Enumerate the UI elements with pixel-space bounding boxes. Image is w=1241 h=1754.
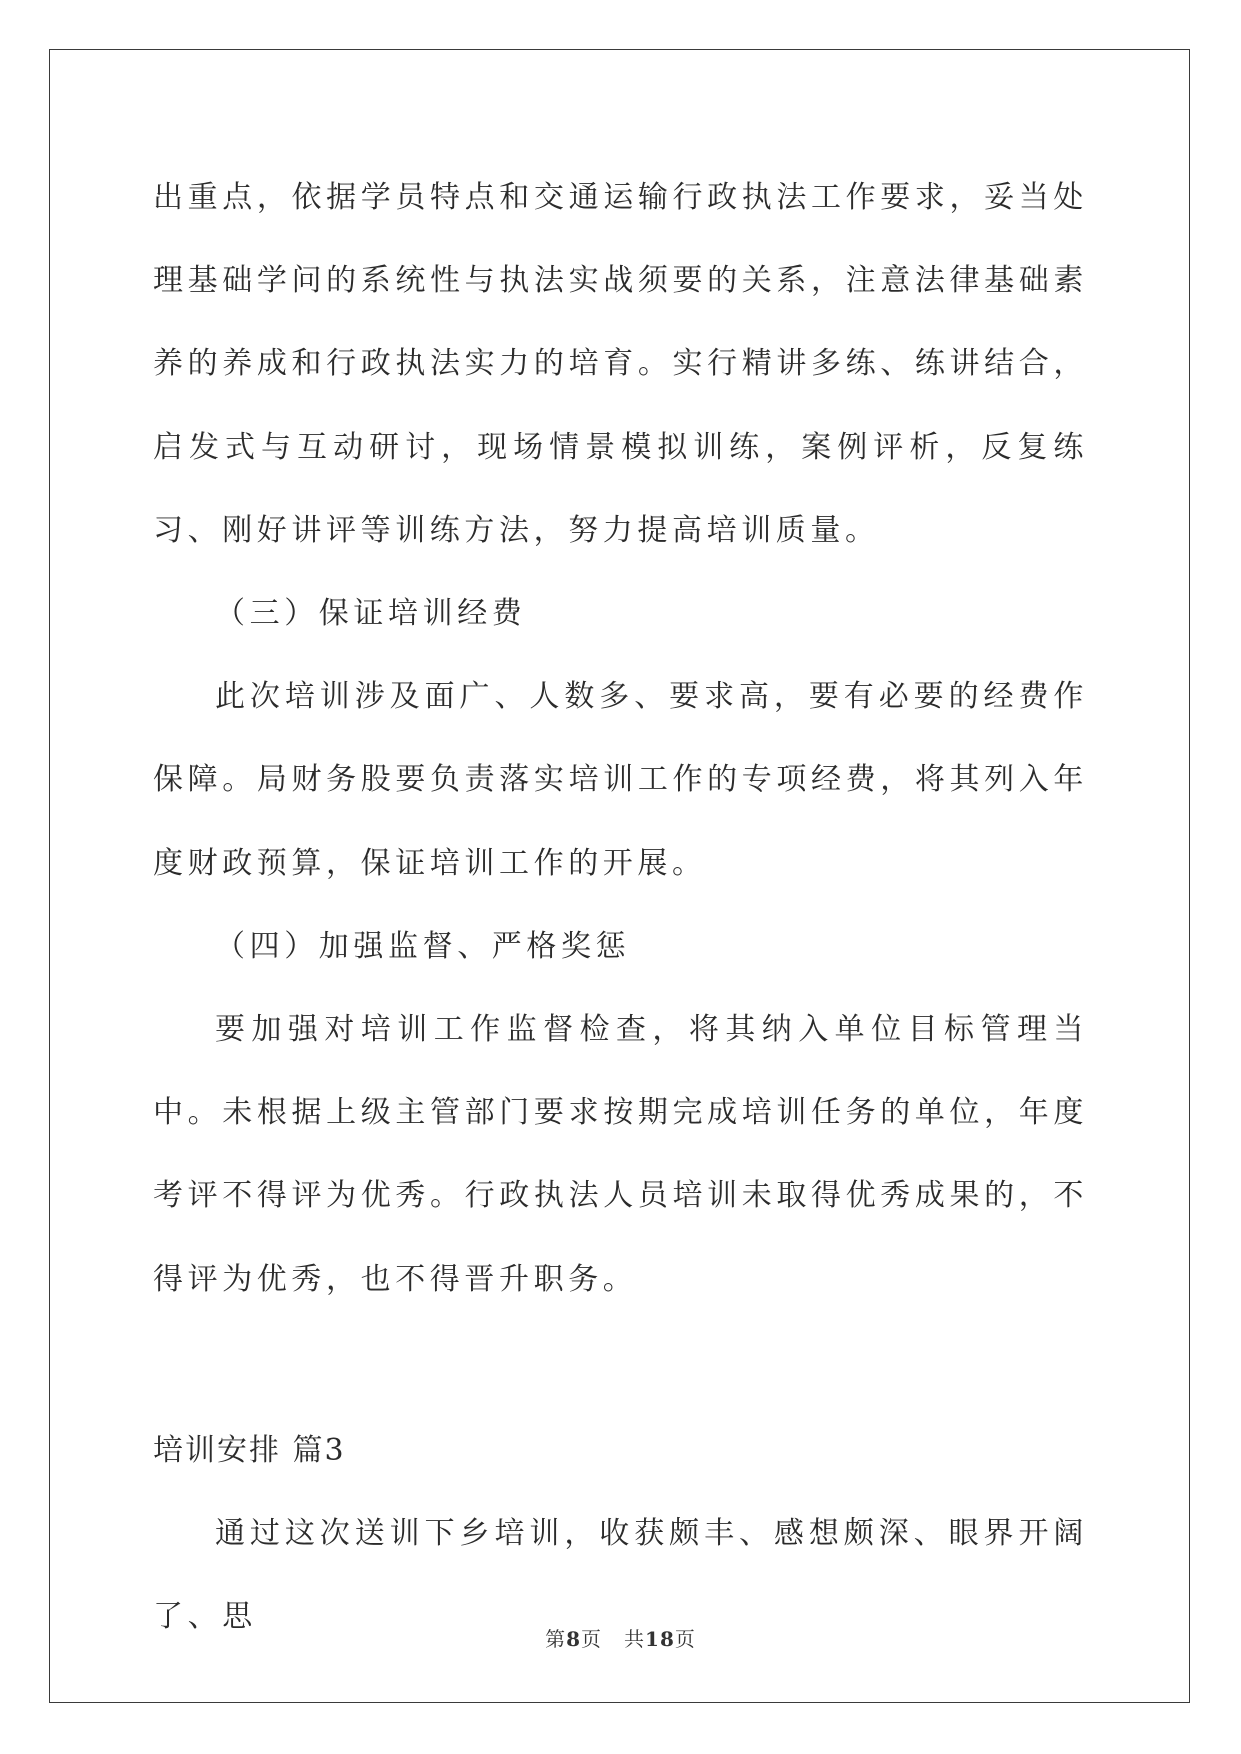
subsection-heading: （三）保证培训经费 bbox=[215, 596, 527, 632]
total-pages: 18 bbox=[645, 1627, 675, 1651]
body-paragraph: 通过这次送训下乡培训，收获颇丰、感想颇深、眼界开阔了、思 bbox=[153, 1516, 1088, 1635]
body-paragraph: 出重点，依据学员特点和交通运输行政执法工作要求，妥当处理基础学问的系统性与执法实战须要的关系，注意法律基础素养的养成和行政执法实力的培育。实行精讲多练、练讲结合，启发式与互动研讨，现场情景模拟训练，案例评析，反复练习、刚好讲评等训练方法，努力提高培训质量。 bbox=[153, 180, 1088, 548]
page-footer bbox=[0, 1623, 1241, 1652]
body-paragraph: 此次培训涉及面广、人数多、要求高，要有必要的经费作保障。局财务股要负责落实培训工作的专项经费，将其列入年度财政预算，保证培训工作的开展。 bbox=[153, 679, 1088, 881]
page-prefix: 第 bbox=[545, 1627, 567, 1651]
page-suffix: 页 bbox=[581, 1627, 603, 1651]
total-prefix: 共 bbox=[624, 1627, 646, 1651]
document-body bbox=[153, 156, 1088, 1658]
subsection-heading: （四）加强监督、严格奖惩 bbox=[215, 928, 631, 964]
total-suffix: 页 bbox=[674, 1627, 696, 1651]
page-number: 8 bbox=[566, 1627, 582, 1651]
body-paragraph: 要加强对培训工作监督检查，将其纳入单位目标管理当中。未根据上级主管部门要求按期完成培训任务的单位，年度考评不得评为优秀。行政执法人员培训未取得优秀成果的，不得评为优秀，也不得晋升职务。 bbox=[153, 1012, 1088, 1297]
section-title: 培训安排 篇3 bbox=[153, 1432, 346, 1468]
